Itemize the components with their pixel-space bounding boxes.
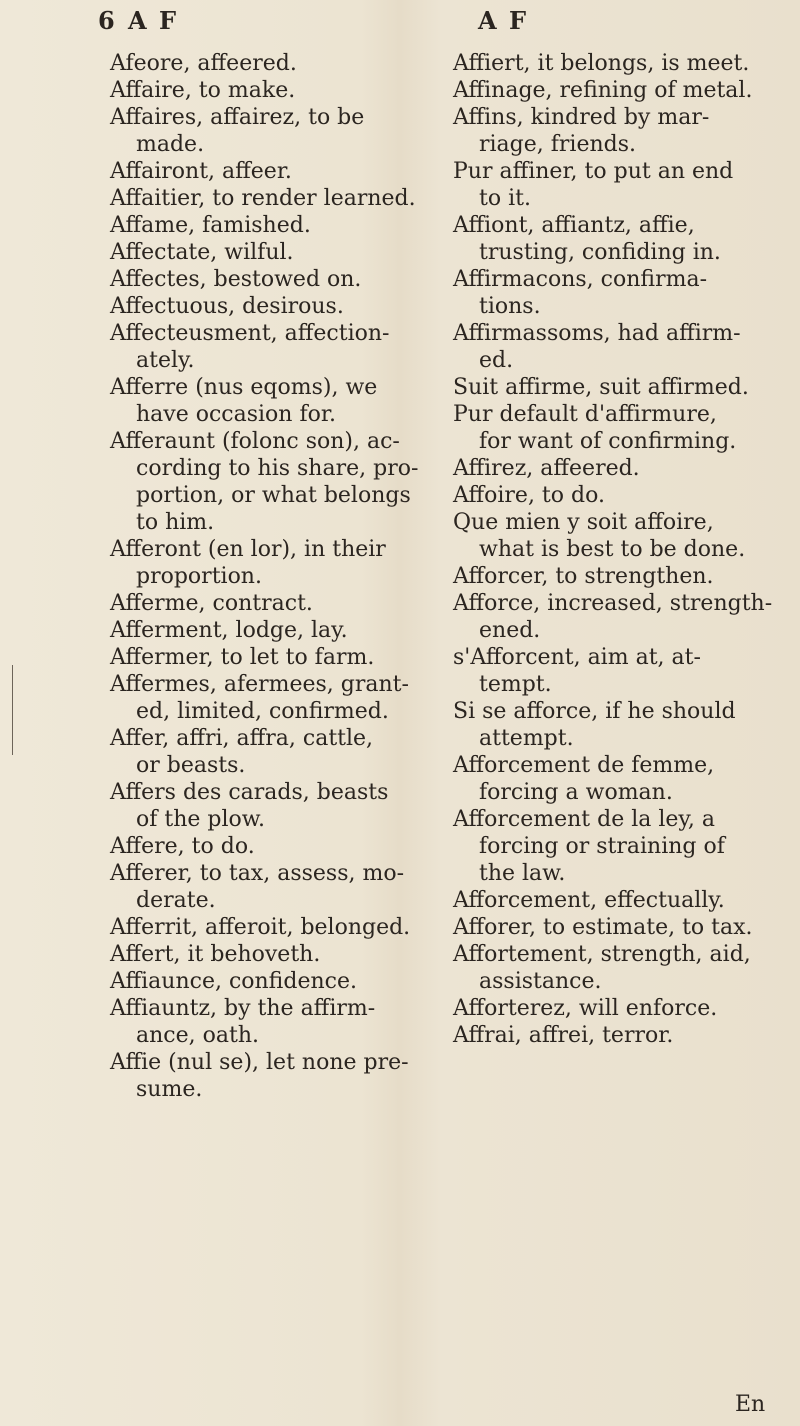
glossary-entry <box>453 914 800 941</box>
page-number: 6 <box>98 6 117 35</box>
entry-continuation-line: cording to his share, pro- <box>136 456 419 481</box>
entry-continuation-line: portion, or what belongs <box>136 483 411 508</box>
entry-continuation-line: ened. <box>479 618 541 643</box>
entry-headword-line: Pur default d'affirmure, <box>453 402 717 427</box>
glossary-entry <box>453 887 800 914</box>
entry-continuation-line: tempt. <box>479 672 552 697</box>
glossary-entry <box>453 50 800 77</box>
entry-headword-line: Affers des carads, beasts <box>110 780 389 805</box>
glossary-entry <box>453 374 800 401</box>
entry-continuation-line: proportion. <box>136 564 262 589</box>
running-head-left: A F <box>128 6 179 35</box>
glossary-entry <box>453 644 800 698</box>
entry-headword-line: Si se afforce, if he should <box>453 699 736 724</box>
glossary-entry <box>453 455 800 482</box>
entry-headword-line: Afforce, increased, strength- <box>453 591 773 616</box>
entry-headword-line: Affoire, to do. <box>453 483 605 508</box>
glossary-entry <box>110 671 465 725</box>
entry-continuation-line: forcing or straining of <box>479 834 725 859</box>
glossary-entry <box>110 833 465 860</box>
entry-headword-line: Affectate, wilful. <box>110 240 294 265</box>
entry-headword-line: Afferre (nus eqoms), we <box>110 375 378 400</box>
entry-headword-line: Affaitier, to render learned. <box>110 186 416 211</box>
entry-headword-line: Affie (nul se), let none pre- <box>110 1050 409 1075</box>
entry-continuation-line: riage, friends. <box>479 132 637 157</box>
glossary-entry <box>110 617 465 644</box>
glossary-entry <box>110 995 465 1049</box>
glossary-entry <box>453 941 800 995</box>
entry-headword-line: Afforcer, to strengthen. <box>453 564 714 589</box>
entry-headword-line: Affiert, it belongs, is meet. <box>453 51 750 76</box>
glossary-entry <box>453 77 800 104</box>
glossary-entry <box>110 536 465 590</box>
glossary-entry <box>453 590 800 644</box>
glossary-entry <box>453 752 800 806</box>
entry-continuation-line: sume. <box>136 1077 203 1102</box>
entry-headword-line: Affiont, affiantz, affie, <box>453 213 695 238</box>
entry-headword-line: Afferaunt (folonc son), ac- <box>110 429 400 454</box>
entry-headword-line: Afeore, affeered. <box>110 51 297 76</box>
entry-continuation-line: made. <box>136 132 205 157</box>
glossary-entry <box>110 968 465 995</box>
glossary-entry <box>453 806 800 887</box>
entry-headword-line: Affrai, affrei, terror. <box>453 1023 674 1048</box>
entry-continuation-line: of the plow. <box>136 807 265 832</box>
glossary-entry <box>453 482 800 509</box>
entry-continuation-line: tions. <box>479 294 541 319</box>
entry-headword-line: Afforcement, effectually. <box>453 888 725 913</box>
entry-headword-line: Affermer, to let to farm. <box>110 645 375 670</box>
entry-continuation-line: for want of confirming. <box>479 429 737 454</box>
entry-continuation-line: to it. <box>479 186 531 211</box>
glossary-entry <box>110 266 465 293</box>
entry-headword-line: Affert, it behoveth. <box>110 942 321 967</box>
entry-continuation-line: assistance. <box>479 969 602 994</box>
entry-headword-line: Afforcement de la ley, a <box>453 807 716 832</box>
glossary-entry <box>453 266 800 320</box>
entry-headword-line: s'Afforcent, aim at, at- <box>453 645 701 670</box>
glossary-entry <box>453 563 800 590</box>
margin-mark <box>12 665 13 755</box>
glossary-entry <box>110 77 465 104</box>
glossary-entry <box>453 158 800 212</box>
entry-headword-line: Afferont (en lor), in their <box>110 537 386 562</box>
entry-continuation-line: what is best to be done. <box>479 537 746 562</box>
glossary-entry <box>110 158 465 185</box>
entry-continuation-line: or beasts. <box>136 753 246 778</box>
entry-headword-line: Pur affiner, to put an end <box>453 159 734 184</box>
glossary-entry <box>110 428 465 536</box>
entry-headword-line: Que mien y soit affoire, <box>453 510 714 535</box>
glossary-entry <box>110 941 465 968</box>
glossary-entry <box>110 50 465 77</box>
glossary-entry <box>453 104 800 158</box>
entry-headword-line: Affecteusment, affection- <box>110 321 390 346</box>
glossary-entry <box>110 590 465 617</box>
glossary-entry <box>110 104 465 158</box>
catchword: En <box>735 1392 766 1417</box>
entry-continuation-line: trusting, confiding in. <box>479 240 721 265</box>
entry-headword-line: Afferer, to tax, assess, mo- <box>110 861 405 886</box>
glossary-entry <box>110 293 465 320</box>
entry-headword-line: Affinage, refining of metal. <box>453 78 753 103</box>
glossary-entry <box>453 401 800 455</box>
entry-continuation-line: ance, oath. <box>136 1023 259 1048</box>
glossary-entry <box>453 320 800 374</box>
glossary-entry <box>110 1049 465 1103</box>
glossary-entry <box>110 374 465 428</box>
glossary-entry <box>110 185 465 212</box>
entry-headword-line: Affortement, strength, aid, <box>453 942 751 967</box>
glossary-entry <box>110 320 465 374</box>
entry-headword-line: Affiaunce, confidence. <box>110 969 357 994</box>
entry-headword-line: Affiauntz, by the affirm- <box>110 996 376 1021</box>
glossary-entry <box>453 698 800 752</box>
entry-headword-line: Affame, famished. <box>110 213 311 238</box>
entry-continuation-line: forcing a woman. <box>479 780 673 805</box>
entry-headword-line: Affirez, affeered. <box>453 456 640 481</box>
entry-headword-line: Affermes, afermees, grant- <box>110 672 409 697</box>
entry-headword-line: Afferrit, afferoit, belonged. <box>110 915 411 940</box>
entry-headword-line: Afferment, lodge, lay. <box>110 618 348 643</box>
entry-headword-line: Afforterez, will enforce. <box>453 996 718 1021</box>
entry-headword-line: Affins, kindred by mar- <box>453 105 710 130</box>
glossary-entry <box>453 1022 800 1049</box>
entry-headword-line: Affirmassoms, had affirm- <box>453 321 741 346</box>
entry-headword-line: Affer, affri, affra, cattle, <box>110 726 374 751</box>
glossary-entry <box>453 995 800 1022</box>
entry-headword-line: Affectuous, desirous. <box>110 294 344 319</box>
glossary-entry <box>110 212 465 239</box>
glossary-entry <box>110 914 465 941</box>
entry-continuation-line: derate. <box>136 888 216 913</box>
right-column <box>453 50 800 1049</box>
entry-continuation-line: the law. <box>479 861 566 886</box>
entry-headword-line: Affectes, bestowed on. <box>110 267 362 292</box>
left-column <box>110 50 465 1103</box>
glossary-entry <box>110 779 465 833</box>
entry-continuation-line: ed, limited, confirmed. <box>136 699 389 724</box>
entry-continuation-line: attempt. <box>479 726 574 751</box>
entry-headword-line: Affaire, to make. <box>110 78 296 103</box>
entry-continuation-line: ed. <box>479 348 514 373</box>
glossary-entry <box>110 725 465 779</box>
entry-headword-line: Afforer, to estimate, to tax. <box>453 915 753 940</box>
glossary-entry <box>110 644 465 671</box>
entry-continuation-line: ately. <box>136 348 195 373</box>
entry-headword-line: Afferme, contract. <box>110 591 313 616</box>
entry-headword-line: Afforcement de femme, <box>453 753 715 778</box>
glossary-entry <box>453 509 800 563</box>
glossary-entry <box>453 212 800 266</box>
entry-headword-line: Affere, to do. <box>110 834 255 859</box>
glossary-entry <box>110 860 465 914</box>
entry-continuation-line: to him. <box>136 510 215 535</box>
entry-headword-line: Affirmacons, confirma- <box>453 267 708 292</box>
running-head-right: A F <box>478 6 529 35</box>
entry-headword-line: Affaires, affairez, to be <box>110 105 365 130</box>
entry-continuation-line: have occasion for. <box>136 402 336 427</box>
entry-headword-line: Suit affirme, suit affirmed. <box>453 375 749 400</box>
entry-headword-line: Affairont, affeer. <box>110 159 292 184</box>
glossary-entry <box>110 239 465 266</box>
